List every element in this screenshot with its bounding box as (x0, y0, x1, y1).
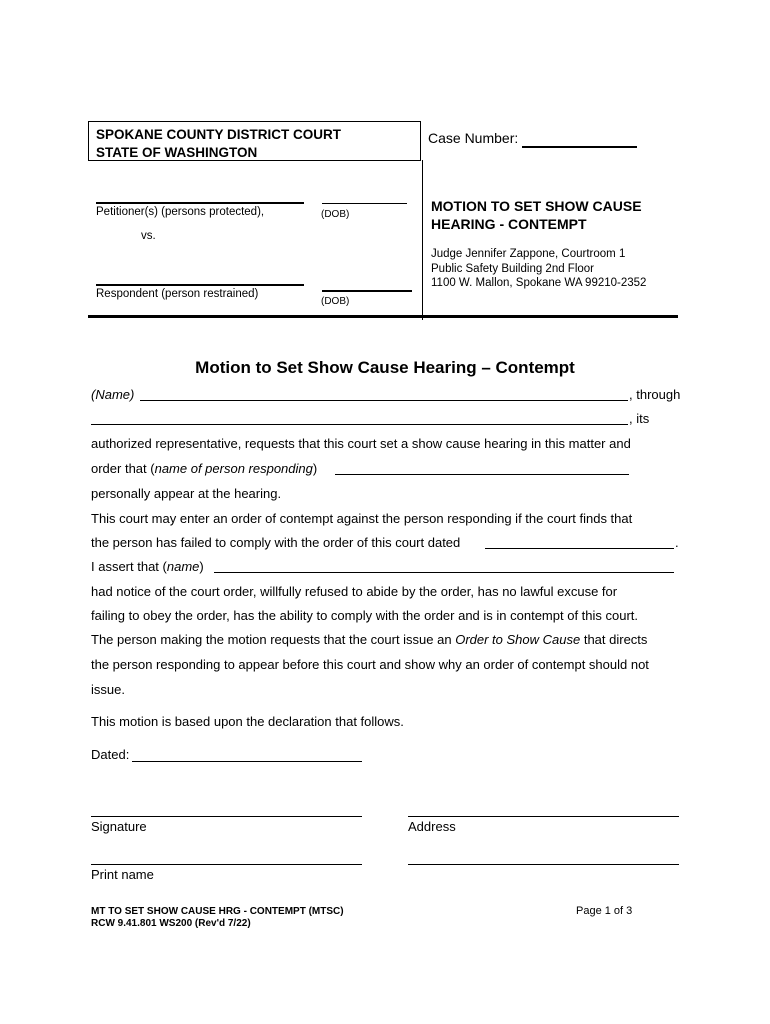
respondent-label: Respondent (person restrained) (96, 288, 259, 300)
notice-text-line2: failing to obey the order, has the ability to comply with the order and is in contempt of this court. (91, 608, 639, 623)
page-number: Page 1 of 3 (576, 905, 633, 917)
address-field-2[interactable] (408, 849, 679, 865)
contempt-text-line2: the person has failed to comply with the order of this court dated (91, 535, 461, 550)
form-title-line2: HEARING - CONTEMPT (431, 216, 587, 232)
case-number-field[interactable] (522, 132, 637, 148)
address-label: Address (408, 819, 456, 834)
dated-field[interactable] (132, 747, 362, 762)
request-show-cause-a: The person making the motion requests that the court issue an (91, 632, 456, 647)
order-that-close: ) (312, 461, 318, 476)
name-label: (Name) (91, 387, 135, 402)
building-line: Public Safety Building 2nd Floor (431, 263, 595, 275)
contempt-text-line1: This court may enter an order of contempt against the person responding if the court finds that (91, 511, 633, 526)
respondent-name-field[interactable] (96, 272, 304, 286)
request-show-cause-line2: the person responding to appear before this court and show why an order of contempt should not (91, 657, 649, 672)
assert-close: ) (199, 559, 204, 574)
person-responding-label: name of person responding (154, 461, 313, 476)
based-upon-text: This motion is based upon the declaration that follows. (91, 714, 404, 729)
order-date-period: . (675, 535, 679, 550)
assert-name-field[interactable] (214, 559, 674, 573)
through-label: , through (629, 387, 681, 402)
its-label: , its (629, 411, 650, 426)
signature-label: Signature (91, 819, 147, 834)
page-title: Motion to Set Show Cause Hearing – Contempt (195, 358, 575, 377)
request-show-cause-b: that directs (580, 632, 648, 647)
court-name-line1: SPOKANE COUNTY DISTRICT COURT (96, 127, 342, 142)
signature-field[interactable] (91, 801, 362, 817)
assert-prefix: I assert that ( (91, 559, 167, 574)
notice-text-line1: had notice of the court order, willfully refused to abide by the order, has no lawful excuse for (91, 584, 618, 599)
address-field-1[interactable] (408, 801, 679, 817)
petitioner-dob-field[interactable] (322, 193, 407, 204)
judge-line: Judge Jennifer Zappone, Courtroom 1 (431, 248, 626, 260)
caption-bottom-rule (88, 315, 678, 318)
person-responding-field[interactable] (335, 461, 629, 475)
caption-divider (422, 160, 423, 320)
petitioner-dob-label: (DOB) (321, 209, 350, 220)
order-that-line (91, 461, 317, 476)
respondent-dob-label: (DOB) (321, 296, 350, 307)
court-address-line: 1100 W. Mallon, Spokane WA 99210-2352 (431, 277, 647, 289)
order-date-field[interactable] (485, 535, 674, 549)
vs-label: vs. (141, 230, 156, 242)
print-name-label: Print name (91, 867, 154, 882)
authorized-rep-field[interactable] (91, 411, 628, 425)
case-number-label: Case Number: (428, 130, 519, 146)
request-show-cause-line1 (91, 632, 647, 647)
respondent-dob-field[interactable] (322, 280, 412, 292)
court-name-line2: STATE OF WASHINGTON (96, 145, 258, 160)
request-text-line1: authorized representative, requests that this court set a show cause hearing in this matter and (91, 436, 631, 451)
request-show-cause-line3: issue. (91, 682, 125, 697)
petitioner-label: Petitioner(s) (persons protected), (96, 206, 265, 218)
name-field[interactable] (140, 387, 628, 401)
footer-form-code-line1: MT TO SET SHOW CAUSE HRG - CONTEMPT (MTSC) (91, 906, 344, 917)
personally-appear-text: personally appear at the hearing. (91, 486, 282, 501)
dated-label: Dated: (91, 747, 130, 762)
footer-form-code-line2: RCW 9.41.801 WS200 (Rev'd 7/22) (91, 918, 251, 929)
petitioner-name-field[interactable] (96, 190, 304, 204)
order-that-prefix: order that ( (91, 461, 155, 476)
order-to-show-cause-label: Order to Show Cause (455, 632, 581, 647)
assert-line (91, 559, 204, 574)
assert-name-label: name (166, 559, 200, 574)
print-name-field[interactable] (91, 849, 362, 865)
form-title-line1: MOTION TO SET SHOW CAUSE (431, 198, 642, 214)
